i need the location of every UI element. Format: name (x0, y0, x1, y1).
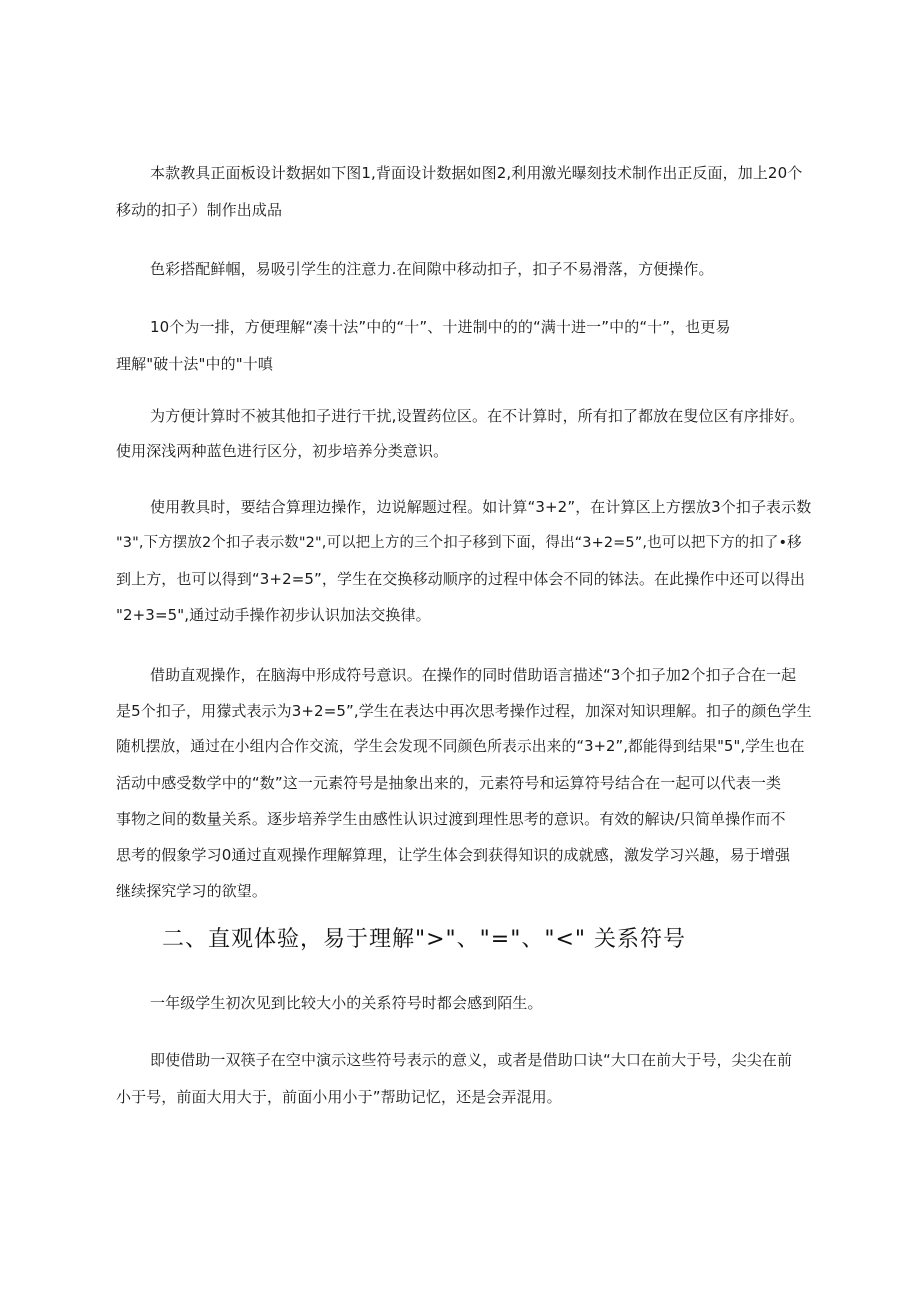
paragraph-4-line-1: 为方便计算时不被其他扣子进行干扰,设置药位区。在不计算时，所有扣了都放在叟位区有序排好。 (150, 407, 805, 425)
paragraph-1-line-2: 移动的扣子）制作出成品 (116, 201, 283, 219)
section-heading: 二、直观体验，易于理解">"、"="、"<" 关系符号 (162, 927, 687, 952)
paragraph-6-line-2: 是5个扣子，用獴式表示为3+2=5”,学生在表达中再次思考操作过程，加深对知识理解。扣子的颜色学生 (116, 702, 812, 720)
paragraph-3-line-1: 10个为一排，方便理解“凑十法”中的“十”、十进制中的的“满十进一”中的“十”，也更易 (150, 318, 731, 336)
paragraph-6-line-3: 随机摆放，通过在小组内合作交流，学生会发现不同颜色所表示出来的“3+2”,都能得到结果"5",学生也在 (116, 738, 805, 755)
paragraph-6-line-4: 活动中感受数学中的“数”这一元素符号是抽象出来的，元素符号和运算符号结合在一起可以代表一类 (116, 774, 782, 792)
paragraph-6-line-6: 思考的假象学习0通过直观操作理解算理，让学生体会到获得知识的成就感，激发学习兴趣，易于增强 (116, 846, 791, 864)
paragraph-7-line-1: 一年级学生初次见到比较大小的关系符号时都会感到陌生。 (150, 994, 543, 1012)
paragraph-6-line-5: 事物之间的数量关系。逐步培养学生由感性认识过渡到理性思考的意识。有效的解诀/只简单操作而不 (116, 810, 786, 828)
paragraph-8-line-1: 即使借助一双筷子在空中演示这些符号表示的意义，或者是借助口诀“大口在前大于号，尖尖在前 (150, 1051, 793, 1069)
paragraph-4-line-2: 使用深浅两种蓝色进行区分，初步培养分类意识。 (116, 442, 449, 460)
paragraph-5-line-4: "2+3=5",通过动手操作初步认识加法交换律。 (116, 606, 431, 624)
paragraph-6-line-7: 继续探究学习的欲望。 (116, 882, 268, 900)
paragraph-5-line-2: "3",下方摆放2个扣子表示数"2",可以把上方的三个扣子移到下面，得出“3+2=5”,也可以把下方的扣了•移 (116, 535, 802, 551)
paragraph-5-line-1: 使用教具时，要结合算理边操作，边说解题过程。如计算“3+2”，在计算区上方摆放3个扣子表示数 (150, 498, 812, 516)
paragraph-5-line-3: 到上方，也可以得到“3+2=5”，学生在交换移动顺序的过程中体会不同的钵法。在此操作中还可以得出 (116, 570, 806, 588)
paragraph-2-line-1: 色彩搭配鲜帼，易吸引学生的注意力.在间隙中移动扣子，扣子不易滑落，方便操作。 (150, 260, 714, 278)
paragraph-1-line-1: 本款教具正面板设计数据如下图1,背面设计数据如图2,利用激光曝刻技术制作出正反面，加上20个 (150, 164, 803, 182)
paragraph-8-line-2: 小于号，前面大用大于，前面小用小于”帮助记忆，还是会弄混用。 (116, 1088, 562, 1106)
paragraph-6-line-1: 借助直观操作，在脑海中形成符号意识。在操作的同时借助语言描述“3个扣子加2个扣子合在一起 (150, 666, 797, 684)
paragraph-3-line-2: 理解"破十法"中的"十嗔 (116, 355, 273, 373)
